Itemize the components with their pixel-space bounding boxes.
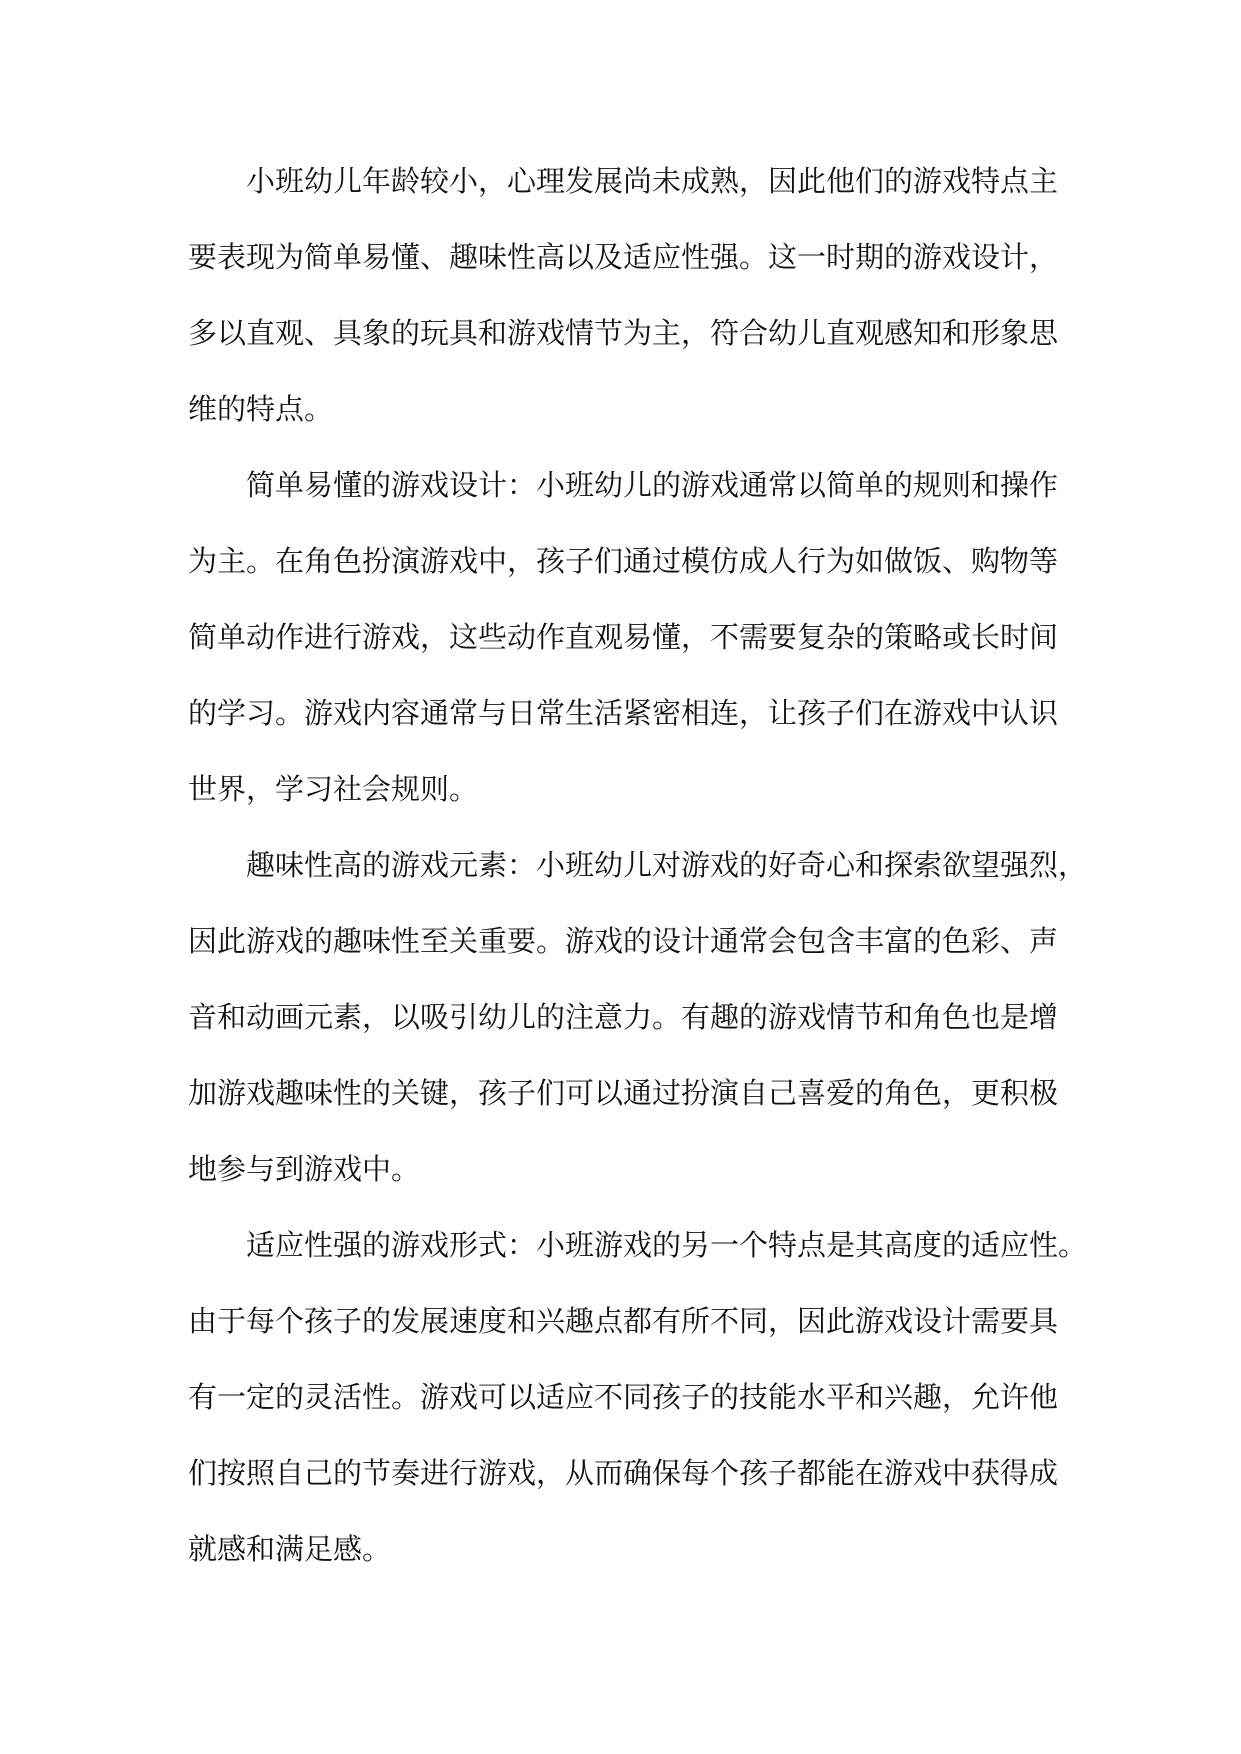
- paragraph-3-line-2: 因此游戏的趣味性至关重要。游戏的设计通常会包含丰富的色彩、声: [188, 924, 1059, 958]
- paragraph-3-line-3: 音和动画元素，以吸引幼儿的注意力。有趣的游戏情节和角色也是增: [188, 1000, 1059, 1034]
- paragraph-4-line-4: 们按照自己的节奏进行游戏，从而确保每个孩子都能在游戏中获得成: [188, 1456, 1059, 1490]
- paragraph-1-line-4: 维的特点。: [188, 392, 334, 426]
- paragraph-1-line-1: 小班幼儿年龄较小，心理发展尚未成熟，因此他们的游戏特点主: [246, 164, 1059, 198]
- paragraph-4-line-2: 由于每个孩子的发展速度和兴趣点都有所不同，因此游戏设计需要具: [188, 1304, 1059, 1338]
- paragraph-4-line-1: 适应性强的游戏形式：小班游戏的另一个特点是其高度的适应性。: [246, 1228, 1088, 1262]
- paragraph-2-line-3: 简单动作进行游戏，这些动作直观易懂，不需要复杂的策略或长时间: [188, 620, 1059, 654]
- paragraph-4-line-3: 有一定的灵活性。游戏可以适应不同孩子的技能水平和兴趣，允许他: [188, 1380, 1059, 1414]
- document-body: [188, 143, 1088, 1587]
- paragraph-2-line-4: 的学习。游戏内容通常与日常生活紧密相连，让孩子们在游戏中认识: [188, 696, 1059, 730]
- paragraph-1-line-2: 要表现为简单易懂、趣味性高以及适应性强。这一时期的游戏设计，: [188, 240, 1059, 274]
- paragraph-2-line-2: 为主。在角色扮演游戏中，孩子们通过模仿成人行为如做饭、购物等: [188, 544, 1059, 578]
- paragraph-3-line-1: 趣味性高的游戏元素：小班幼儿对游戏的好奇心和探索欲望强烈，: [246, 848, 1088, 882]
- paragraph-1-line-3: 多以直观、具象的玩具和游戏情节为主，符合幼儿直观感知和形象思: [188, 316, 1059, 350]
- paragraph-2-line-5: 世界，学习社会规则。: [188, 772, 479, 806]
- paragraph-3-line-5: 地参与到游戏中。: [188, 1152, 421, 1186]
- paragraph-2-line-1: 简单易懂的游戏设计：小班幼儿的游戏通常以简单的规则和操作: [246, 468, 1059, 502]
- paragraph-4-line-5: 就感和满足感。: [188, 1532, 392, 1566]
- paragraph-3-line-4: 加游戏趣味性的关键，孩子们可以通过扮演自己喜爱的角色，更积极: [188, 1076, 1059, 1110]
